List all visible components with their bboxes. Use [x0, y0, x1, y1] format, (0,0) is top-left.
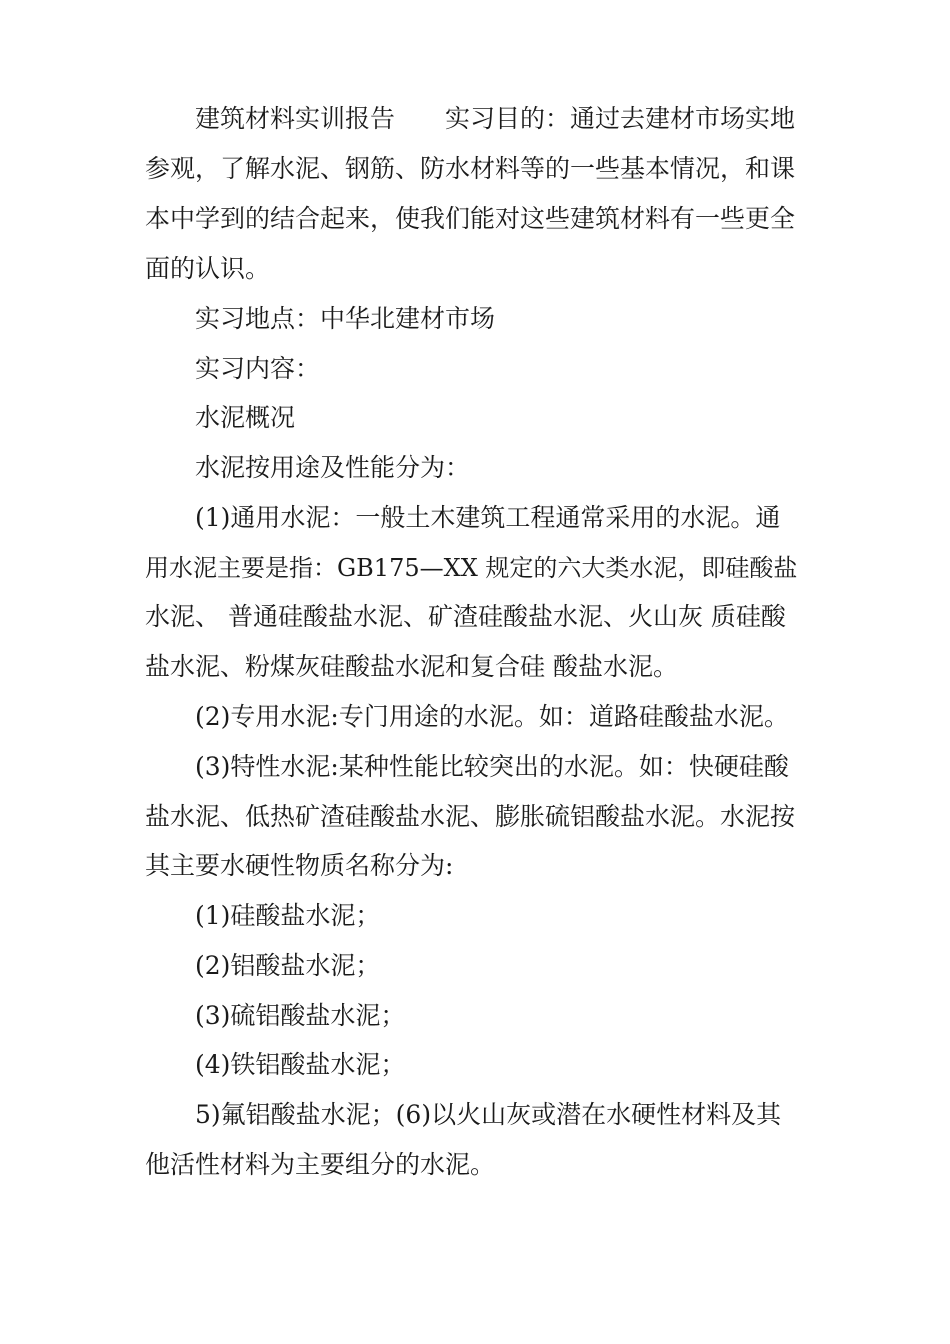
text-line: 用水泥主要是指：GB175—XX 规定的六大类水泥，即硅酸盐 — [145, 554, 798, 582]
text-line: (1)通用水泥：一般土木建筑工程通常采用的水泥。通 — [195, 503, 781, 532]
text-line: 其主要水硬性物质名称分为: — [145, 851, 454, 880]
text-line: 实习地点：中华北建材市场 — [195, 304, 496, 333]
text-line: 参观，了解水泥、钢筋、防水材料等的一些基本情况，和课 — [145, 154, 796, 183]
list-item: (1)硅酸盐水泥； — [195, 901, 381, 930]
text-line: (2)专用水泥:专门用途的水泥。如：道路硅酸盐水泥。 — [195, 702, 789, 731]
list-item: (3)硫铝酸盐水泥； — [195, 1001, 406, 1030]
text-line: (3)特性水泥:某种性能比较突出的水泥。如：快硬硅酸 — [195, 752, 789, 781]
text-line: 实习内容： — [195, 354, 321, 383]
list-item: 5)氟铝酸盐水泥；(6)以火山灰或潜在水硬性材料及其 — [195, 1100, 782, 1129]
text-line: 他活性材料为主要组分的水泥。 — [145, 1150, 496, 1179]
list-item: (4)铁铝酸盐水泥； — [195, 1050, 406, 1079]
text-line: 面的认识。 — [145, 254, 271, 283]
text-line: 建筑材料实训报告 实习目的：通过去建材市场实地 — [195, 104, 796, 133]
list-item: (2)铝酸盐水泥； — [195, 951, 381, 980]
text-line: 本中学到的结合起来，使我们能对这些建筑材料有一些更全 — [145, 204, 796, 233]
text-line: 盐水泥、粉煤灰硅酸盐水泥和复合硅 酸盐水泥。 — [145, 652, 678, 681]
section-heading: 水泥概况 — [195, 403, 296, 432]
text-line: 水泥、 普通硅酸盐水泥、矿渣硅酸盐水泥、火山灰 质硅酸 — [145, 602, 786, 631]
text-line: 水泥按用途及性能分为： — [195, 453, 471, 482]
text-line: 盐水泥、低热矿渣硅酸盐水泥、膨胀硫铝酸盐水泥。水泥按 — [145, 802, 796, 831]
